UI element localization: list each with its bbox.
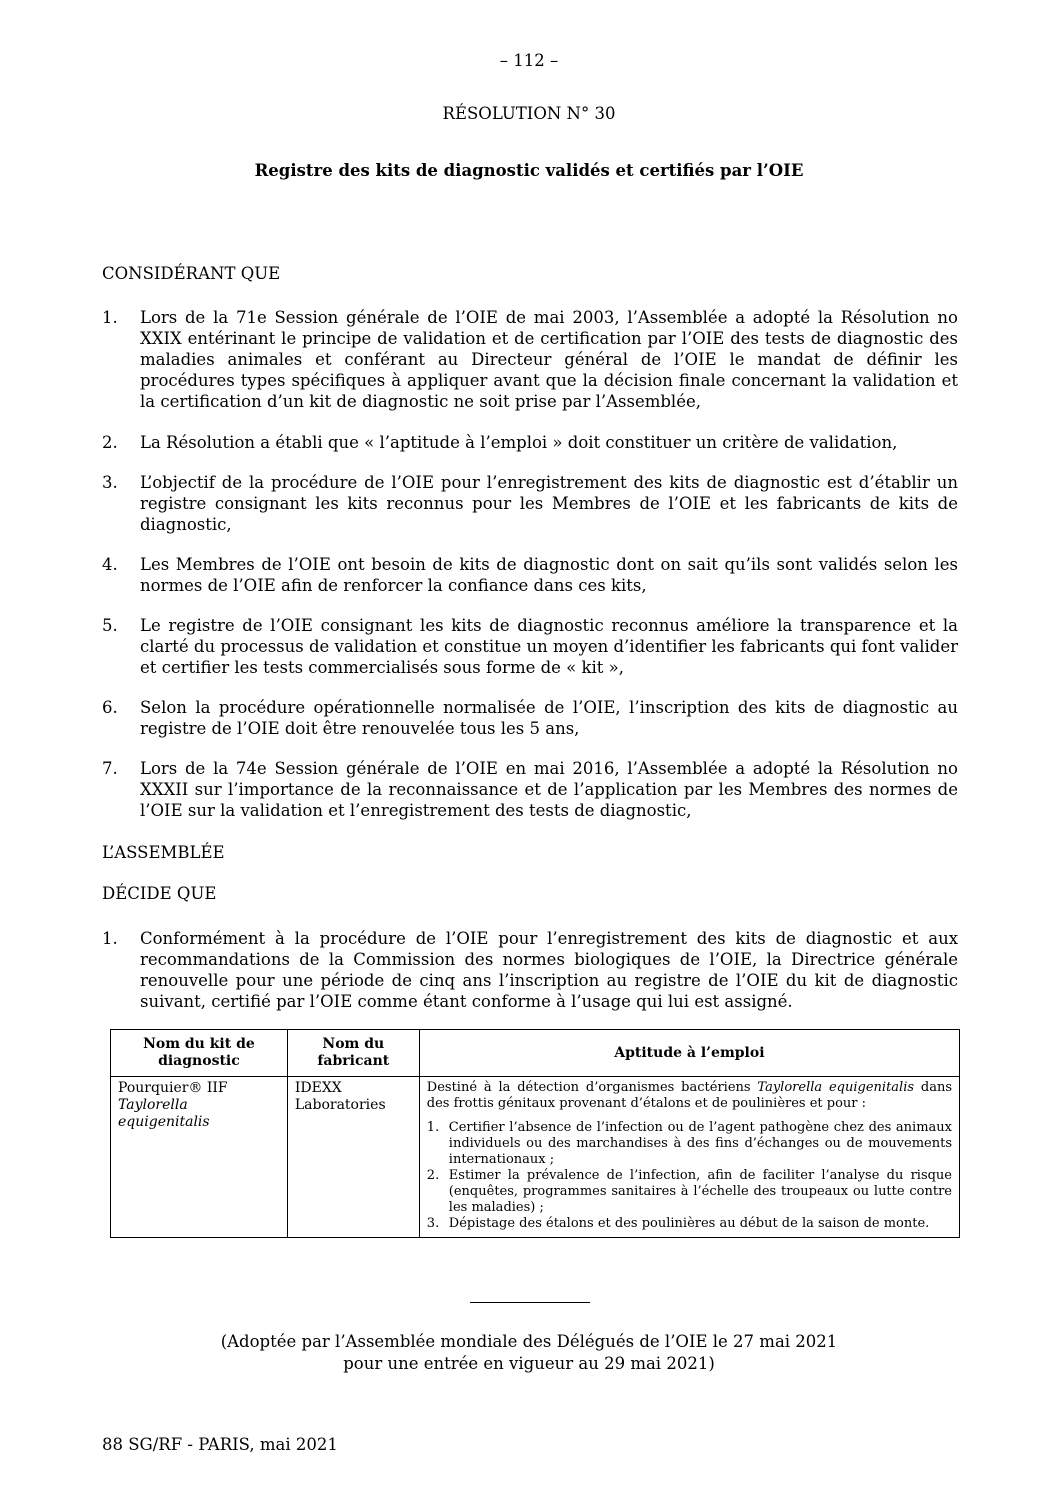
considerant-number: 6. xyxy=(102,698,118,717)
purpose-item-text: Certifier l’absence de l’infection ou de l’agent pathogène chez des animaux individuels ou des marchandises à des fins d’échanges ou de mouvements internationaux ; xyxy=(448,1120,952,1167)
considerant-number: 5. xyxy=(102,616,118,635)
kit-register-table xyxy=(110,1029,960,1238)
decide-heading: DÉCIDE QUE xyxy=(102,884,217,903)
purpose-list-item xyxy=(427,1168,952,1216)
footer-text: 88 SG/RF - PARIS, mai 2021 xyxy=(102,1435,338,1454)
purpose-item-number: 1. xyxy=(426,1120,440,1135)
decision-item xyxy=(102,928,958,1012)
considerant-item xyxy=(102,554,958,596)
kit-name: Pourquier® IIF xyxy=(118,1080,228,1096)
separator-line xyxy=(470,1302,590,1303)
header-purpose: Aptitude à l’emploi xyxy=(419,1030,959,1077)
purpose-list xyxy=(427,1120,952,1232)
resolution-subtitle: Registre des kits de diagnostic validés et certifiés par l’OIE xyxy=(254,161,804,180)
purpose-intro xyxy=(427,1080,952,1112)
header-manufacturer: Nom du fabricant xyxy=(287,1030,419,1077)
purpose-intro-organism: Taylorella equigenitalis xyxy=(757,1080,915,1095)
considerant-text: Lors de la 71e Session générale de l’OIE de mai 2003, l’Assemblée a adopté la Résolution no XXIX entérinant le principe de validation et de certification par l’OIE des tests de diagnostic des maladies animales et conférant au Directeur général de l’OIE le mandat de définir les procédures types spécifiques à appliquer avant que la décision finale concernant la validation et la certification d’un kit de diagnostic ne soit prise par l’Assemblée, xyxy=(140,308,958,411)
considerant-text: La Résolution a établi que « l’aptitude à l’emploi » doit constituer un critère de validation, xyxy=(140,433,898,452)
purpose-intro-post: dans des frottis génitaux provenant d’étalons et de poulinières et pour : xyxy=(426,1080,953,1111)
purpose-item-text: Estimer la prévalence de l’infection, afin de faciliter l’analyse du risque (enquêtes, programmes sanitaires à l’échelle des troupeaux ou lutte contre les maladies) ; xyxy=(448,1168,952,1215)
page-number: – 112 – xyxy=(499,51,559,70)
considerant-item xyxy=(102,758,958,821)
assemblee-heading: L’ASSEMBLÉE xyxy=(102,843,225,862)
adoption-line-2: pour une entrée en vigueur au 29 mai 2021) xyxy=(343,1354,715,1373)
considerant-item xyxy=(102,472,958,535)
decision-text: Conformément à la procédure de l’OIE pour l’enregistrement des kits de diagnostic et aux recommandations de la Commission des normes biologiques de l’OIE, la Directrice générale renouvelle pour une période de cinq ans l’inscription au registre de l’OIE du kit de diagnostic suivant, certifié par l’OIE comme étant conforme à l’usage qui lui est assigné. xyxy=(140,929,958,1011)
manufacturer-cell xyxy=(287,1077,419,1238)
considerant-text: L’objectif de la procédure de l’OIE pour l’enregistrement des kits de diagnostic est d’établir un registre consignant les kits reconnus pour les Membres de l’OIE et les fabricants de kits de diagnostic, xyxy=(140,473,958,534)
considerant-number: 3. xyxy=(102,473,118,492)
considerant-item xyxy=(102,432,958,453)
considerant-text: Le registre de l’OIE consignant les kits de diagnostic reconnus améliore la transparence et la clarté du processus de validation et constitue un moyen d’identifier les fabricants qui font valider et certifier les tests commercialisés sous forme de « kit », xyxy=(140,616,958,677)
table-row xyxy=(111,1077,960,1238)
considerant-heading: CONSIDÉRANT QUE xyxy=(102,264,281,283)
considerant-text: Les Membres de l’OIE ont besoin de kits de diagnostic dont on sait qu’ils sont validés selon les normes de l’OIE afin de renforcer la confiance dans ces kits, xyxy=(140,555,958,595)
manufacturer: IDEXX Laboratories xyxy=(294,1080,386,1113)
resolution-title: RÉSOLUTION N° 30 xyxy=(442,104,616,123)
adoption-line-1: (Adoptée par l’Assemblée mondiale des Délégués de l’OIE le 27 mai 2021 xyxy=(220,1332,838,1351)
header-kit-name: Nom du kit de diagnostic xyxy=(111,1030,288,1077)
purpose-item-text: Dépistage des étalons et des poulinières au début de la saison de monte. xyxy=(448,1216,930,1231)
table-header-row xyxy=(111,1030,960,1077)
purpose-item-number: 2. xyxy=(426,1168,440,1183)
purpose-intro-pre: Destiné à la détection d’organismes bactériens xyxy=(426,1080,758,1095)
considerant-number: 1. xyxy=(102,308,118,327)
considerant-text: Lors de la 74e Session générale de l’OIE en mai 2016, l’Assemblée a adopté la Résolution no XXXII sur l’importance de la reconnaissance et de l’application par les Membres des normes de l’OIE sur la validation et l’enregistrement des tests de diagnostic, xyxy=(140,759,958,820)
kit-name-cell xyxy=(111,1077,288,1238)
considerant-number: 4. xyxy=(102,555,118,574)
purpose-cell xyxy=(419,1077,959,1238)
considerant-item xyxy=(102,697,958,739)
purpose-item-number: 3. xyxy=(426,1216,440,1231)
considerant-number: 7. xyxy=(102,759,118,778)
considerant-item xyxy=(102,615,958,678)
purpose-list-item xyxy=(427,1120,952,1168)
considerant-number: 2. xyxy=(102,433,118,452)
purpose-list-item xyxy=(427,1216,952,1232)
kit-organism: Taylorella equigenitalis xyxy=(118,1097,210,1130)
decision-number: 1. xyxy=(102,929,118,948)
considerant-text: Selon la procédure opérationnelle normalisée de l’OIE, l’inscription des kits de diagnostic au registre de l’OIE doit être renouvelée tous les 5 ans, xyxy=(140,698,958,738)
considerant-item xyxy=(102,307,958,412)
